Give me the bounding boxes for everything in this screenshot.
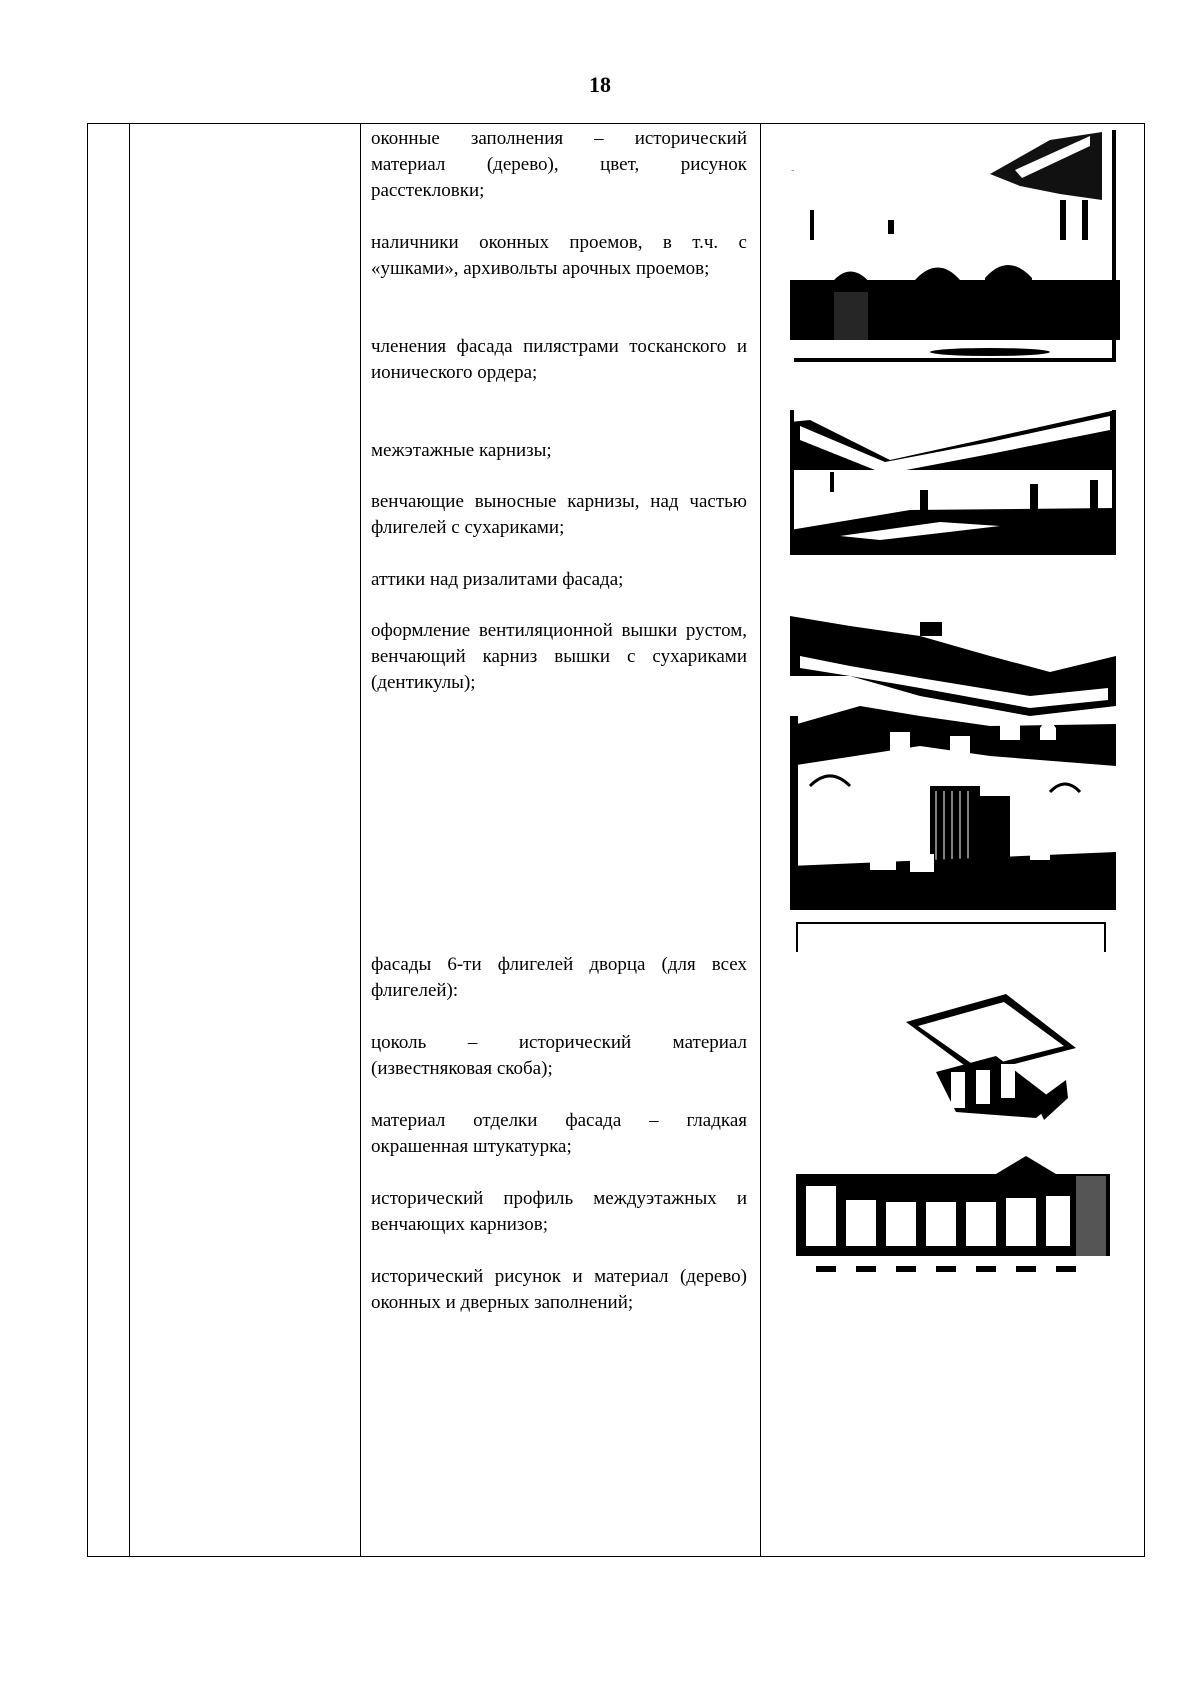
page-number: 18: [589, 72, 611, 97]
cornice-detail-photo: [796, 922, 1106, 1122]
paragraph-cornice-profile: исторический профиль междуэтажных и венчающих карнизов;: [371, 1188, 747, 1235]
paragraph-windows-doors: исторический рисунок и материал (дерево) оконных и дверных заполнений;: [371, 1266, 747, 1313]
paragraph-wing-facades: фасады 6-ти флигелей дворца (для всех флигелей):: [371, 954, 747, 1001]
column-divider: [760, 124, 761, 1556]
paragraph-interfloor-cornices: межэтажные карнизы;: [371, 440, 552, 461]
column-divider: [129, 124, 130, 1556]
ventilation-tower-photo: [790, 616, 1120, 910]
paragraph-window-fillings: оконные заполнения – исторический материал (дерево), цвет, рисунок расстекловки;: [371, 128, 747, 201]
paragraph-plinth: цоколь – исторический материал (известняковая скоба);: [371, 1032, 747, 1079]
courtyard-arches-photo: [790, 130, 1120, 362]
paragraph-pilasters: членения фасада пилястрами тосканского и ионического ордера;: [371, 336, 747, 383]
paragraph-crowning-cornices: венчающие выносные карнизы, над частью флигелей с сухариками;: [371, 491, 747, 538]
cornice-profile-photo: [796, 1156, 1110, 1276]
paragraph-facade-finish: материал отделки фасада – гладкая окрашенная штукатурка;: [371, 1110, 747, 1157]
paragraph-window-surrounds: наличники оконных проемов, в т.ч. с «ушками», архивольты арочных проемов;: [371, 232, 747, 279]
courtyard-panorama-photo: [790, 410, 1120, 555]
paragraph-ventilation-tower: оформление вентиляционной вышки рустом, венчающий карниз вышки с сухариками (дентикулы);: [371, 620, 747, 693]
paragraph-attics: аттики над ризалитами фасада;: [371, 569, 624, 590]
column-divider: [360, 124, 361, 1556]
